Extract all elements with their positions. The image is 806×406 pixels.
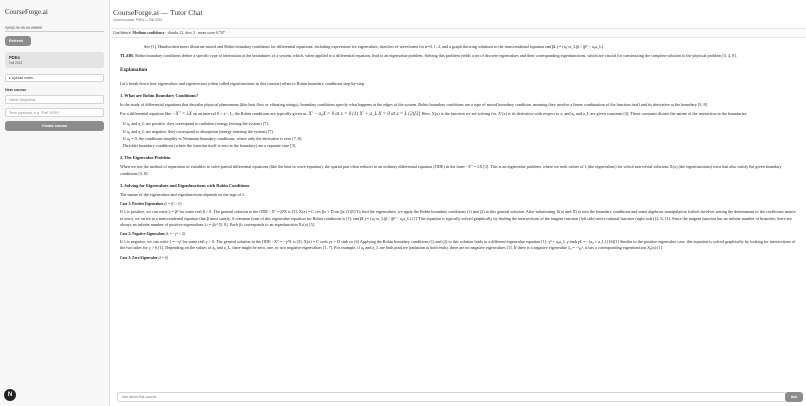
confidence-details: · chunks 12, docs 2 · mean score 0.707 — [165, 31, 225, 35]
course-term: Fall 2023 — [9, 61, 23, 65]
section-1-paragraph: In the study of differential equations that describe physical phenomena (like heat flow or vibrating strings), boundary conditions specify what happens at the edges of the system. Robin boundary conditions are a type of mixed boundary condition, meaning they involve a linear combination of the function itself and its derivative at the boundary [3, 8]. — [120, 102, 708, 108]
case-1-title: Case 1: Positive Eigenvalues — [120, 202, 164, 207]
case-3-label — [120, 255, 796, 261]
confidence-label: Confidence: — [113, 31, 132, 35]
refresh-button[interactable]: Refresh — [5, 36, 31, 46]
case-2-condition: (λ = −γ² < 0) — [165, 232, 185, 237]
upload-notes-toggle[interactable]: ▸ Upload notes — [5, 74, 104, 82]
tldr-label: TL;DR — [120, 53, 134, 59]
case-3-condition: (λ = 0) — [158, 255, 169, 260]
case-3-title: Case 3: Zero Eigenvalue — [120, 255, 158, 260]
case-1-paragraph: If λ is positive, we can write λ = β² for some real β > 0. The general solution to the ODE −X″ = β²X is [3]: X(x) = C cos βx + D sin βx (3)[5] To find the eigenvalues, we apply the Robin boundary conditions (1) and (2) to this general solution. After substituting X(x) and X′(x) into the boundary conditions and some algebraic manipulation (which involves setting the determinant of the coefficient matrix to zero), we arrive at a transcendental equation that β must satisfy. A common form of this eigenvalue equation for Robin conditions is [1]: tan(βL) = (a₀+a_L)β / (β² − a₀a_L) [1] This equation is typically solved graphically by finding the intersections of the tangent function (left side) and a rational function (right side) [2, 6, 11]. Since the tangent function has an infinite number of branches, there are always an infinite number of positive eigenvalues λₙ = βₙ² [5, 8]. Each βₙ corresponds to an eigenfunction Xₙ(x) [5]. — [120, 209, 796, 227]
section-1-heading: 1. What are Robin Boundary Conditions? — [120, 92, 199, 98]
course-card-pdes[interactable] — [5, 52, 104, 68]
case-2-title: Case 2: Negative Eigenvalues — [120, 232, 165, 237]
case-2-paragraph: If λ is negative, we can write λ = −γ² for some real γ > 0. The general solution to the ODE −X″ = −γ²X is [3]: X(x) = C cosh γx + D sinh γx (4) Applying the Robin boundary conditions (1) and (2) to this solution leads to a different eigenvalue equation [1]: γ² + a₀a_L γ tanh γL = −(a₀ + a_L) (16)[1] Similar to the positive eigenvalue case, this equation is solved graphically by looking for intersections of the two sides for γ > 0 [1]. Depending on the values of a₀ and a_L, there might be zero, one, or two negative eigenvalues [1, 7]. For example, if a₀ and a_L are both positive (radiation at both ends), there are no negative eigenvalues [1]. If there is a negative eigenvalue λ₀ = −γ₀², it has a corresponding eigenfunction X₀(x) [1]. — [120, 239, 796, 251]
robin-explain-text: Here, X(x) is the function we are solving for, X′(x) is its derivative with respect to x, and a₀ and a_L are given constants [3]. These constants dictate the nature of the interaction at the boundaries: — [421, 111, 748, 117]
sidebar — [0, 0, 110, 406]
robin-interval-text: on an interval 0 < x < L, the Robin conditions are typically given as: — [192, 111, 308, 117]
robin-intro-text: For a differential equation like — [120, 111, 172, 117]
robin-conditions-paragraph — [120, 111, 796, 118]
new-course-heading: New course — [5, 88, 27, 92]
source-reference-line: See [1]. Handwritten notes illustrate mixed and Robin boundary conditions for differential equations, including expressions for eigenvalues, sketches of waveforms for n=0, 1, 2, and a graph showing solutions to the transcendental equation tan(βL) = (a₀+a_L)β / (β² − a₀a_L). — [144, 44, 605, 49]
current-course-subtitle: Current course: PDEs — Fall 2023 — [113, 18, 163, 22]
list-item: If a₀ and a_L are negative, they correspond to absorption (energy entering the system) [7]. — [123, 128, 274, 134]
course-name: PDEs — [9, 55, 20, 60]
case-1-condition: (λ = β² > 0) — [164, 202, 182, 207]
brand-logo[interactable]: CourseForge.ai — [5, 8, 48, 16]
list-item: Dirichlet boundary conditions (where the function itself is zero at the boundary) are a separate case [3]. — [123, 143, 297, 149]
ode-equation: −X″ = λX — [172, 112, 192, 118]
confidence-bar — [111, 28, 806, 38]
case-2-label — [120, 231, 796, 237]
answer-content — [120, 44, 796, 386]
create-course-button[interactable]: Create course — [5, 121, 104, 131]
course-name-input[interactable]: Name (required) — [5, 95, 104, 104]
intro-paragraph: Let's break down how eigenvalues and eigenvectors (often called eigenfunctions in this context) relate to Robin boundary conditions step-by-step: — [120, 80, 365, 86]
case-1-label — [120, 201, 796, 207]
list-item: If a₀ = 0, the conditions simplify to Neumann boundary conditions, where only the derivative is zero [7, 8]. — [123, 135, 303, 141]
list-item: If a₀ and a_L are positive, they correspond to radiation (energy leaving the system) [7]. — [123, 121, 269, 127]
explanation-heading: Explanation — [120, 67, 148, 74]
chat-input[interactable]: Ask about this course… — [117, 392, 787, 402]
robin-conditions-equation: X′ − a₀X = 0 at x = 0 (1) X′ + a_L X = 0 at x = L (2)[3] — [308, 112, 421, 118]
page-title: CourseForge.ai — Tutor Chat — [113, 8, 203, 17]
confidence-value: Medium confidence — [132, 31, 165, 35]
course-id-field[interactable]: ff[ffff]ff-ffff-ffff-ffff-ffffffffffff — [5, 22, 104, 32]
ask-button[interactable]: Ask — [785, 392, 803, 402]
user-avatar[interactable]: N — [4, 389, 16, 401]
main-panel — [111, 0, 806, 406]
course-term-input[interactable]: Term (optional, e.g. "Fall 2025") — [5, 108, 104, 117]
tldr-text: : Robin boundary conditions define a specific type of interaction at the boundaries of a system, which, when applied to a differential equation, lead to an eigenvalue problem. Solving this problem yields a set of discrete eigenvalues and their corresponding eigenfunctions, which are crucial for constructing the complete solution to the physical problem [3, 4, 8]. — [133, 53, 737, 59]
tldr-paragraph — [120, 53, 796, 59]
section-2-paragraph: When we use the method of separation of variables to solve partial differential equations (like the heat or wave equation), the spatial part often reduces to an ordinary differential equation (ODE) in the form −X″ = λX [3]. This is an eigenvalue problem, where we seek values of λ (the eigenvalues) for which non-trivial solutions X(x) (the eigenfunctions) exist that also satisfy the given boundary conditions [3, 8]. — [120, 164, 782, 176]
section-2-heading: 2. The Eigenvalue Problem — [120, 155, 171, 161]
section-3-paragraph: The nature of the eigenvalues and eigenfunctions depends on the sign of λ. — [120, 192, 246, 198]
section-3-heading: 3. Solving for Eigenvalues and Eigenfunctions with Robin Conditions — [120, 182, 250, 188]
